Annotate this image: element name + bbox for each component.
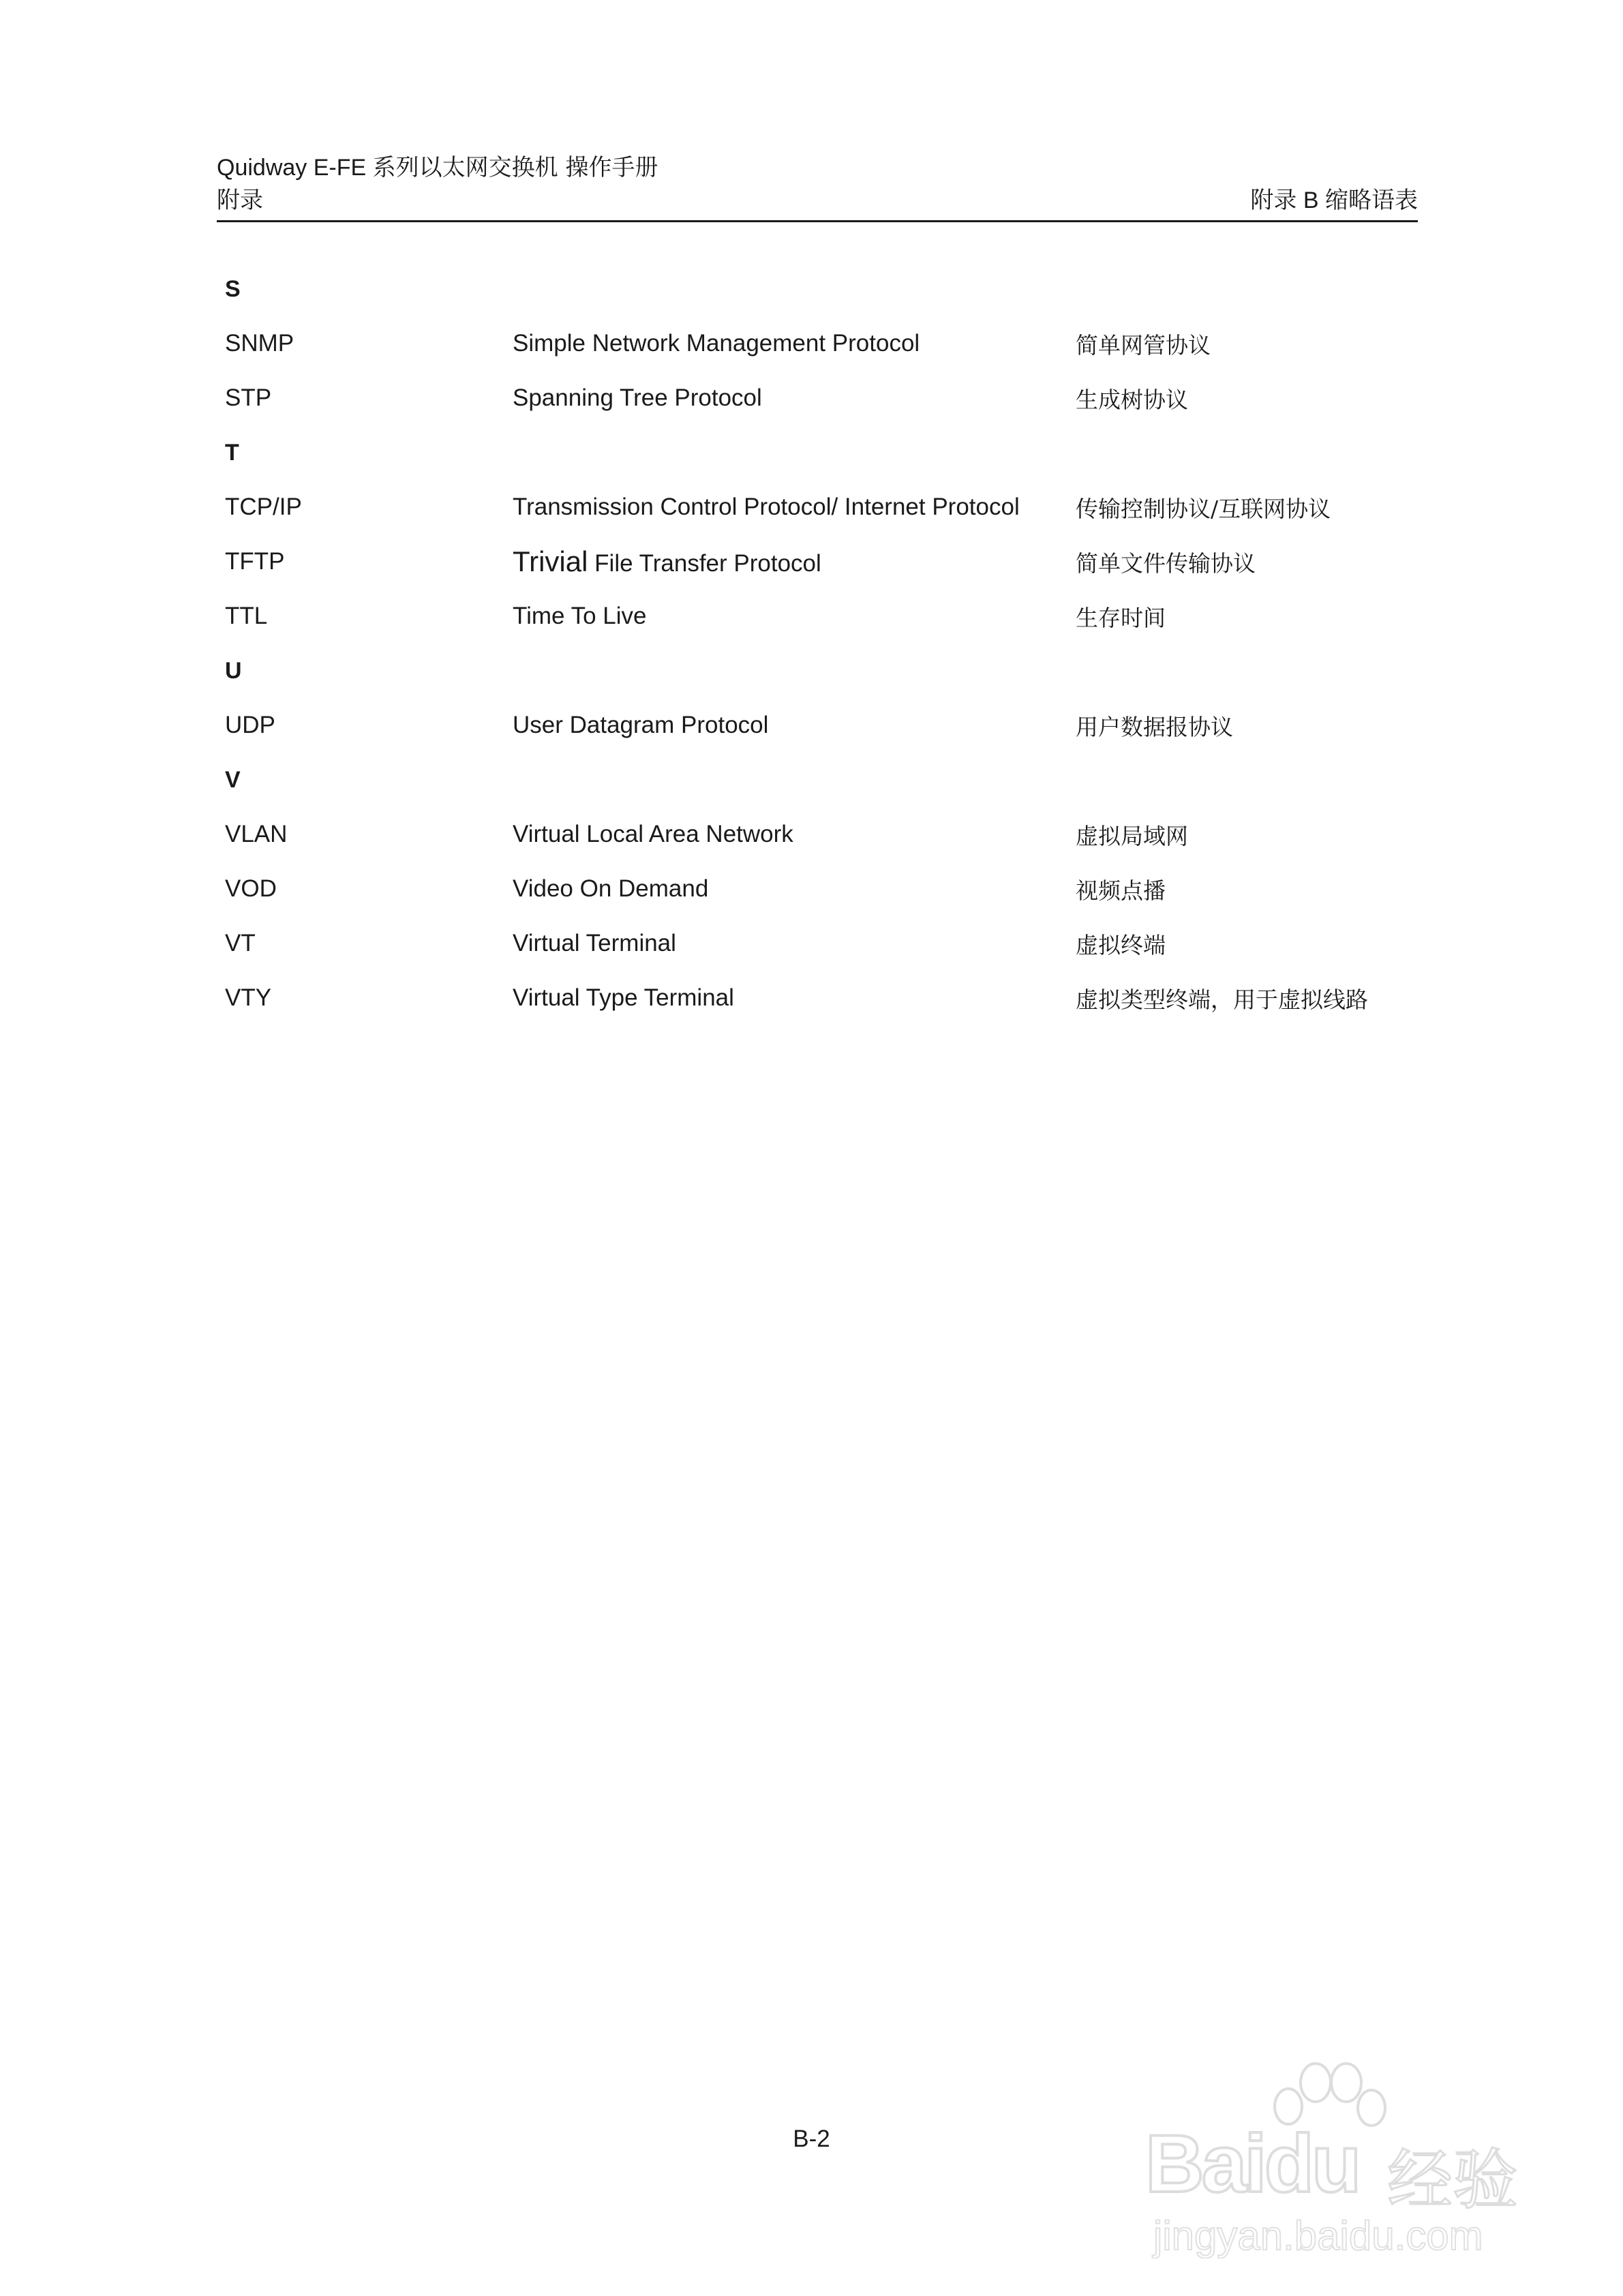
abbr-term: SNMP [225,330,294,357]
letter-heading-v: V [225,767,241,793]
page-number: B-2 [793,2126,830,2152]
document-title-cjk: 系列以太网交换机 操作手册 [372,154,658,181]
document-title-latin: Quidway E-FE [217,155,367,181]
abbr-chinese: 视频点播 [1076,877,1166,904]
watermark-logo-zh: 经验 [1387,2142,1518,2218]
section-left-label: 附录 [217,187,263,214]
abbr-full-name: Time To Live [513,603,647,629]
letter-heading-u: U [225,658,242,684]
watermark-url: jingyan.baidu.com [1153,2213,1483,2259]
abbr-entry [225,589,1425,644]
letter-heading-s: S [225,276,241,302]
abbr-entry [225,916,1425,971]
abbr-chinese: 虚拟局域网 [1076,822,1188,849]
abbr-chinese: 虚拟类型终端，用于虚拟线路 [1076,986,1368,1013]
abbr-full-name-large: Trivial [513,545,588,577]
abbr-chinese: 生存时间 [1076,604,1166,631]
abbr-term: VLAN [225,821,288,847]
abbr-chinese: 生成树协议 [1076,386,1188,413]
abbr-entry [225,480,1425,534]
abbr-full-name: Virtual Terminal [513,930,676,956]
section-right-label [1250,184,1418,217]
abbr-term: VOD [225,875,277,902]
section-right-latin: B [1303,187,1319,213]
abbr-entry [225,698,1425,753]
abbr-full-name: Simple Network Management Protocol [513,330,920,357]
abbr-entry [225,862,1425,916]
abbr-chinese: 传输控制协议/互联网协议 [1076,495,1331,522]
abbr-entry [225,807,1425,862]
abbreviation-table [225,262,1425,1025]
abbr-entry [225,971,1425,1025]
section-right-cjk-2: 缩略语表 [1325,187,1418,214]
abbr-entry [225,534,1425,589]
abbr-term: TCP/IP [225,494,302,520]
abbr-chinese: 用户数据报协议 [1076,713,1233,740]
abbr-entry [225,371,1425,425]
watermark-logo-text: Baidu [1145,2118,1359,2209]
abbr-full-name: Spanning Tree Protocol [513,384,762,411]
abbr-full-name: Video On Demand [513,875,709,902]
abbr-term: VT [225,930,256,956]
letter-heading-t: T [225,440,239,466]
abbr-chinese: 虚拟终端 [1076,931,1166,958]
page-header [217,151,1418,217]
header-rule [217,220,1418,222]
abbr-full-name: Virtual Local Area Network [513,821,793,847]
abbr-term: STP [225,384,272,411]
abbr-term: VTY [225,984,272,1011]
abbr-term: UDP [225,712,275,738]
abbr-chinese: 简单文件传输协议 [1076,549,1256,577]
section-right-cjk-1: 附录 [1250,187,1297,214]
abbr-full-name: Transmission Control Protocol/ Internet Protocol [513,494,1020,520]
abbr-full-name: Virtual Type Terminal [513,984,734,1011]
document-title [217,151,1418,184]
baidu-jingyan-watermark [1145,2052,1541,2259]
abbr-term: TTL [225,603,268,629]
section-line [217,184,1418,217]
abbr-full-name-rest: File Transfer Protocol [588,550,821,577]
abbr-chinese: 简单网管协议 [1076,331,1211,359]
abbr-entry [225,316,1425,371]
abbr-term: TFTP [225,548,285,575]
abbr-full-name [513,545,1076,578]
abbr-full-name: User Datagram Protocol [513,712,769,738]
